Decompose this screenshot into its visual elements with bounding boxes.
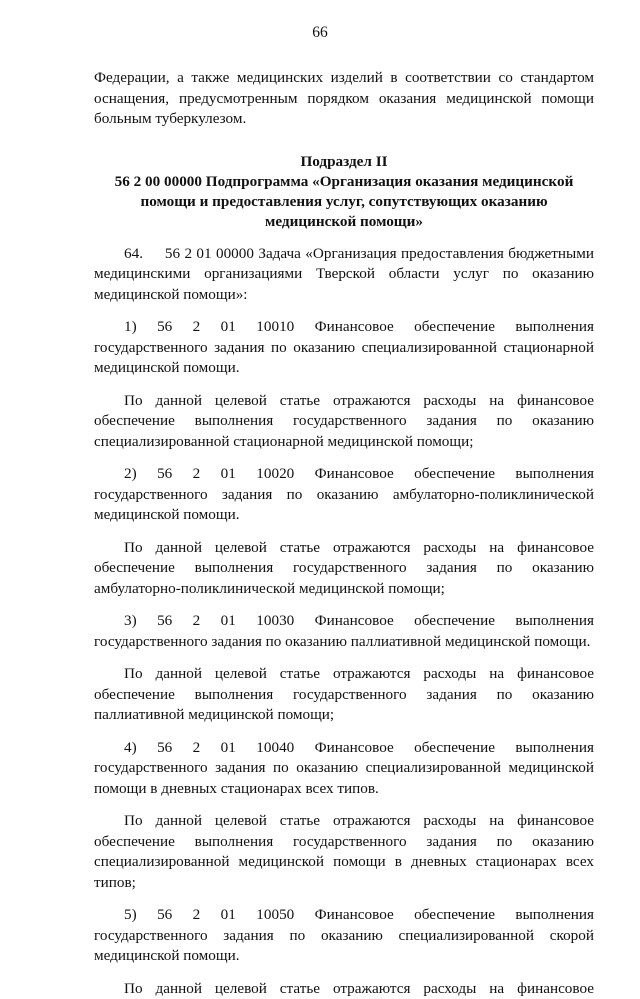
item-5: 5) 56 2 01 10050 Финансовое обеспечение выполнения государственного задания по оказанию специализированной скорой медицинской помощи. (94, 905, 594, 967)
item-4: 4) 56 2 01 10040 Финансовое обеспечение выполнения государственного задания по оказанию специализированной медицинской помощи в дневных стационарах всех типов. (94, 738, 594, 800)
item-2: 2) 56 2 01 10020 Финансовое обеспечение выполнения государственного задания по оказанию амбулаторно-поликлинической медицинской помощи. (94, 464, 594, 526)
item-1-description: По данной целевой статье отражаются расходы на финансовое обеспечение выполнения государственного задания по оказанию специализированной стационарной медицинской помощи; (94, 391, 594, 453)
item-3: 3) 56 2 01 10030 Финансовое обеспечение выполнения государственного задания по оказанию паллиативной медицинской помощи. (94, 611, 594, 652)
paragraph-intro: Федерации, а также медицинских изделий в соответствии со стандартом оснащения, предусмотренным порядком оказания медицинской помощи больным туберкулезом. (94, 68, 594, 130)
document-body (94, 68, 594, 999)
item-2-description: По данной целевой статье отражаются расходы на финансовое обеспечение выполнения государственного задания по оказанию амбулаторно-поликлинической медицинской помощи; (94, 538, 594, 600)
page-number: 66 (0, 24, 640, 42)
item-4-description: По данной целевой статье отражаются расходы на финансовое обеспечение выполнения государственного задания по оказанию специализированной медицинской помощи в дневных стационарах всех типов; (94, 811, 594, 893)
item-3-description: По данной целевой статье отражаются расходы на финансовое обеспечение выполнения государственного задания по оказанию паллиативной медицинской помощи; (94, 664, 594, 726)
item-5-description: По данной целевой статье отражаются расходы на финансовое (94, 979, 594, 999)
paragraph-64: 64. 56 2 01 00000 Задача «Организация предоставления бюджетными медицинскими организациями Тверской области услуг по оказанию медицинской помощи»: (94, 244, 594, 306)
item-1: 1) 56 2 01 10010 Финансовое обеспечение выполнения государственного задания по оказанию специализированной стационарной медицинской помощи. (94, 317, 594, 379)
subsection-heading: Подраздел II (94, 152, 594, 172)
subprogram-heading: 56 2 00 00000 Подпрограмма «Организация оказания медицинской помощи и предоставления услуг, сопутствующих оказанию медицинской помощи» (94, 172, 594, 232)
